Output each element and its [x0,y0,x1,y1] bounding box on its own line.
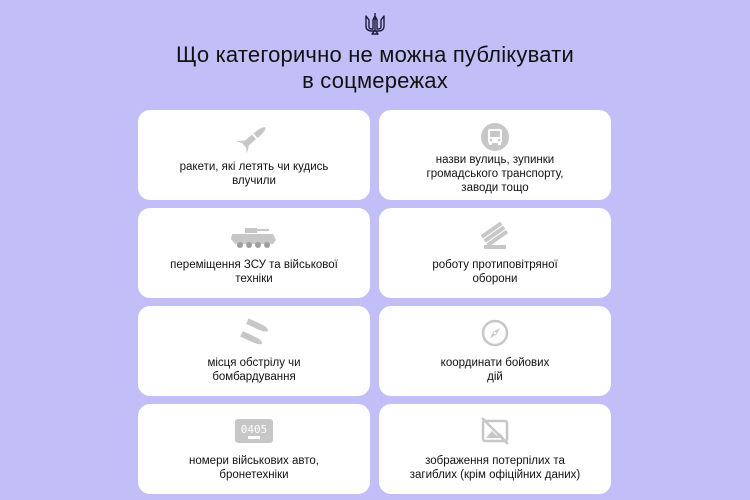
card-label: місця обстрілу чи бомбардування [207,357,301,383]
card-label: переміщення ЗСУ та військової техніки [170,259,338,285]
card-shelling [138,306,370,396]
no-photo-icon [478,414,512,448]
card-label: роботу протиповітряної оборони [432,259,558,285]
cards-grid [138,110,611,494]
title-line-2: в соцмережах [302,68,448,93]
card-label: назви вулиць, зупинки громадського транспорту, заводи тощо [426,154,564,194]
card-victims [379,404,611,494]
card-label: координати бойових дій [440,357,550,383]
title-line-1: Що категорично не можна публікувати [176,42,574,67]
card-troops [138,208,370,298]
missile-icon [237,120,271,154]
plate-number: 0405 [240,423,268,436]
compass-icon [478,316,512,350]
trident-emblem-icon [364,12,386,36]
card-streets [379,110,611,200]
armored-vehicle-icon [229,218,279,252]
card-missiles [138,110,370,200]
page-title [0,42,750,94]
card-label: зображення потерпілих та загиблих (крім офіційних даних) [409,455,581,481]
card-label: номери військових авто, бронетехніки [189,455,319,481]
card-coordinates [379,306,611,396]
shells-icon [237,316,271,350]
card-air-defense [379,208,611,298]
license-plate-icon [234,414,274,448]
card-label: ракети, які летять чи кудись влучили [179,161,329,187]
card-plates [138,404,370,494]
rocket-launcher-icon [478,218,512,252]
bus-icon [478,120,512,154]
